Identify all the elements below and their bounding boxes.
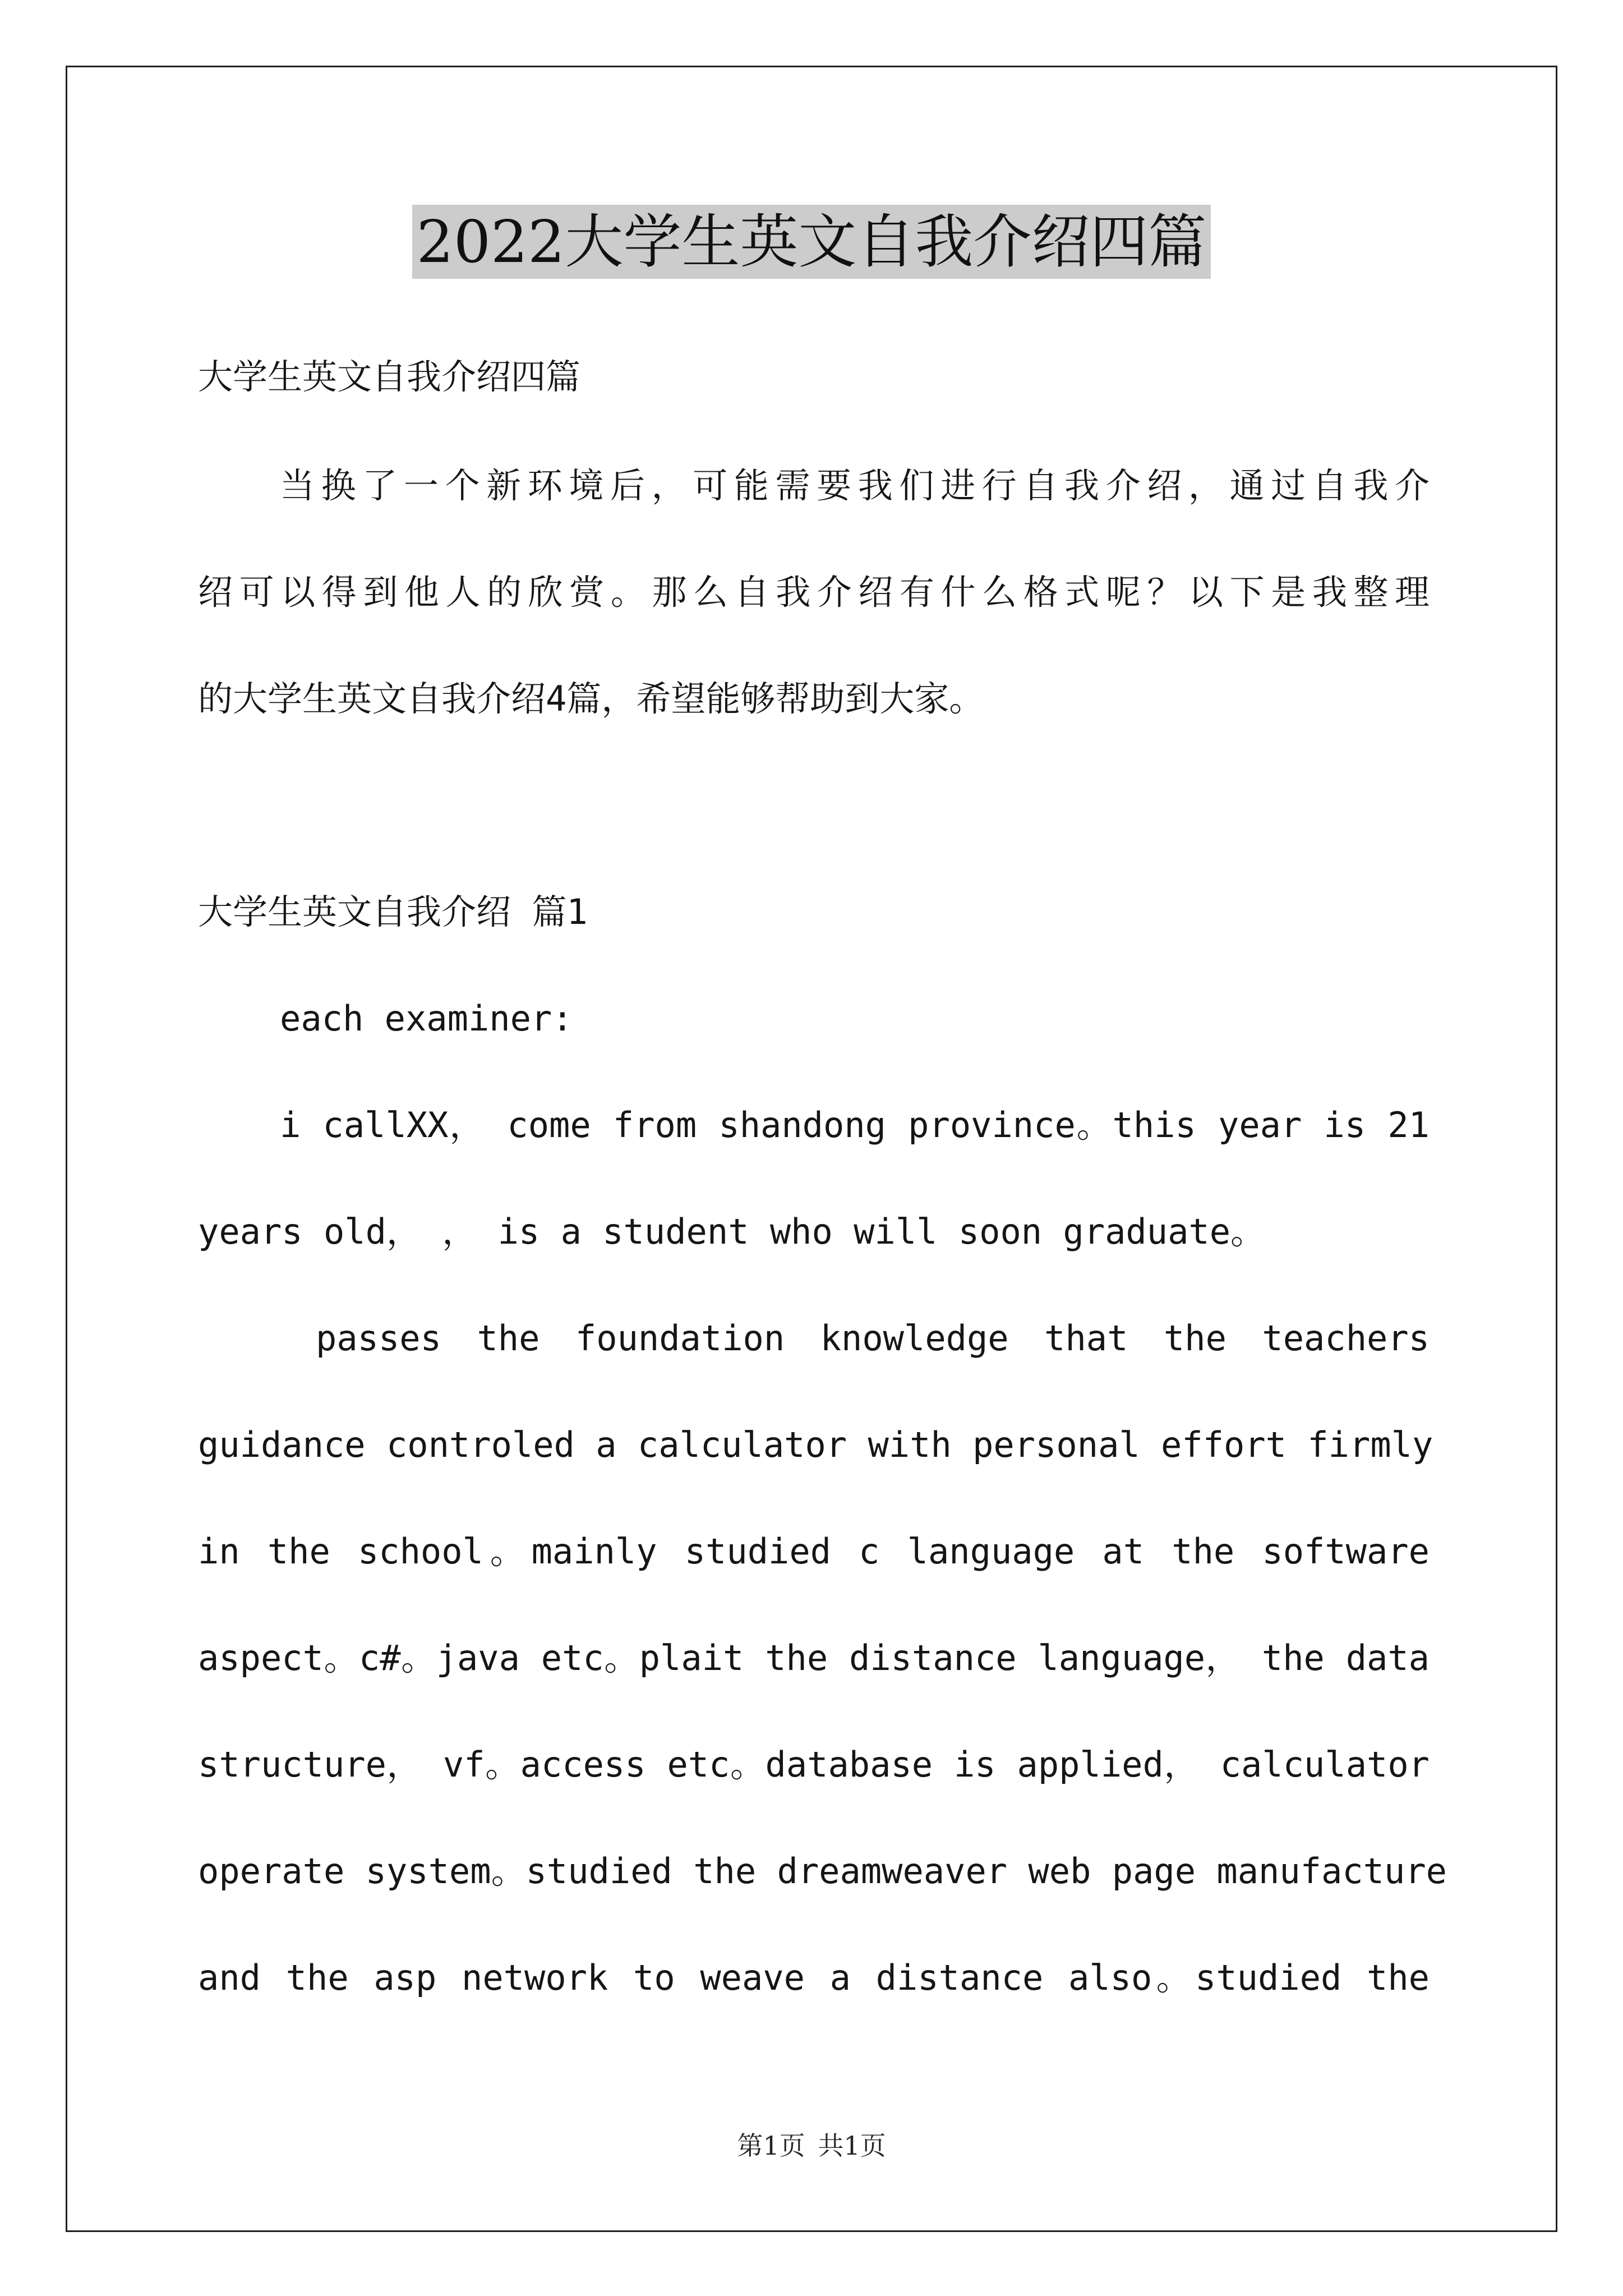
intro-line-1: 当换了一个新环境后，可能需要我们进行自我介绍，通过自我介 xyxy=(280,465,1430,506)
title-container xyxy=(0,205,1623,279)
intro-line-3: 的大学生英文自我介绍4篇，希望能够帮助到大家。 xyxy=(198,678,984,719)
subtitle: 大学生英文自我介绍四篇 xyxy=(198,356,581,397)
body-line-5: guidance controled a calculator with personal effort firmly xyxy=(198,1424,1433,1465)
body-line-3: years old， ， is a student who will soon graduate。 xyxy=(198,1211,1266,1252)
body-line-6: in the school。mainly studied c language at the software xyxy=(198,1531,1430,1572)
intro-line-2: 绍可以得到他人的欣赏。那么自我介绍有什么格式呢？以下是我整理 xyxy=(198,572,1430,613)
page-footer xyxy=(0,2129,1623,2162)
body-line-2: i callXX， come from shandong province。this year is 21 xyxy=(280,1105,1430,1145)
body-line-7: aspect。c#。java etc。plait the distance language， the data xyxy=(198,1637,1430,1678)
document-title: 2022大学生英文自我介绍四篇 xyxy=(412,205,1211,279)
body-line-4: passes the foundation knowledge that the teachers xyxy=(316,1318,1430,1359)
body-line-10: and the asp network to weave a distance also。studied the xyxy=(198,1957,1430,1998)
body-line-8: structure， vf。access etc。database is applied， calculator xyxy=(198,1744,1430,1785)
body-line-9: operate system。studied the dreamweaver web page manufacture xyxy=(198,1851,1447,1892)
section-heading: 大学生英文自我介绍 篇1 xyxy=(198,891,588,932)
page-number: 第1页 xyxy=(737,2131,805,2161)
body-line-1: each examiner: xyxy=(280,998,573,1039)
page-total: 共1页 xyxy=(818,2131,886,2161)
